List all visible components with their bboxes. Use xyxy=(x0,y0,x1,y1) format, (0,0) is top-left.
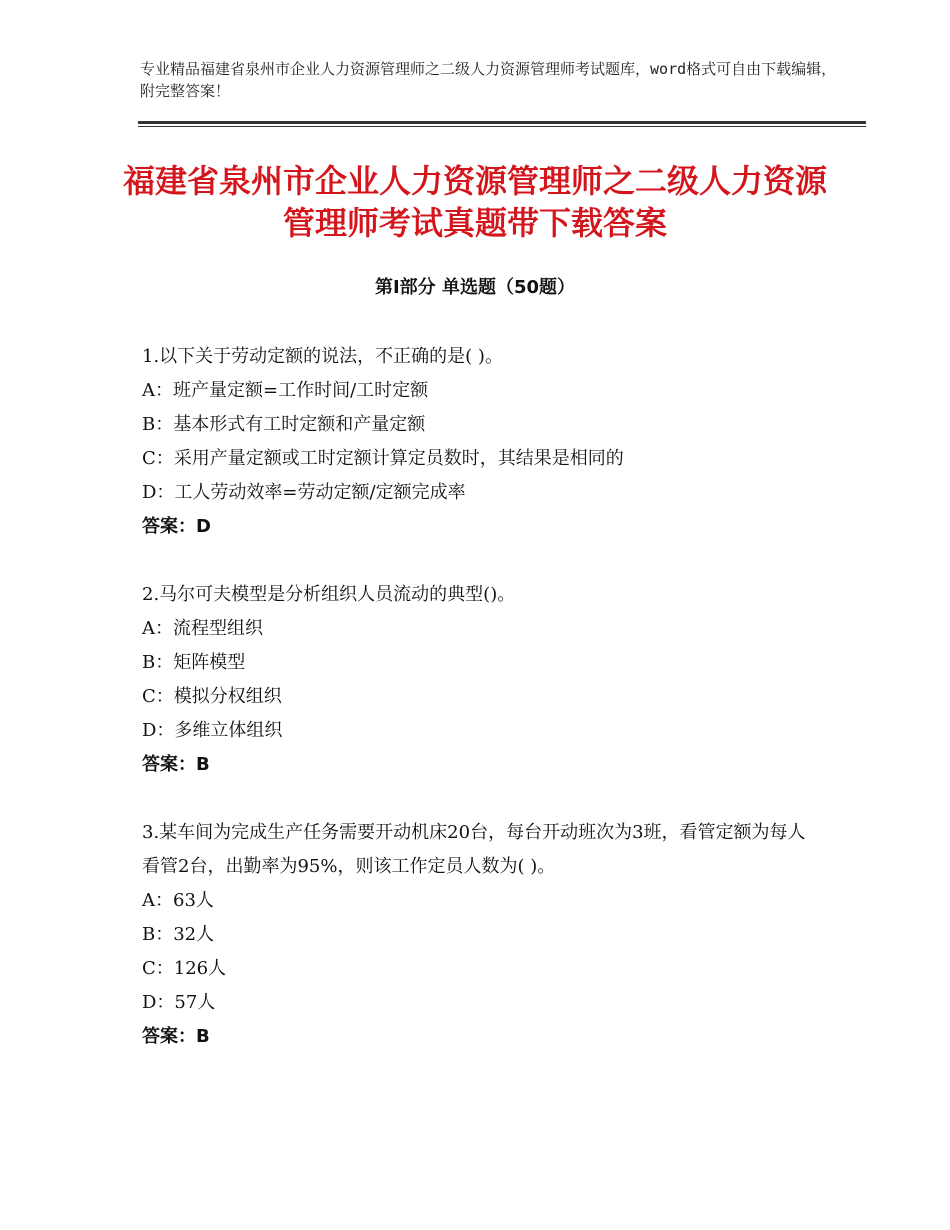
question-3 xyxy=(142,816,822,1054)
question-1 xyxy=(142,340,822,544)
question-list xyxy=(142,340,822,1088)
question-stem: 3.某车间为完成生产任务需要开动机床20台，每台开动班次为3班，看管定额为每人看管2台，出勤率为95%，则该工作定员人数为( )。 xyxy=(142,822,806,877)
header-rule-thin xyxy=(138,126,866,127)
option-c: C：采用产量定额或工时定额计算定员数时，其结果是相同的 xyxy=(142,448,624,469)
option-a: A：流程型组织 xyxy=(142,618,263,639)
option-b: B：32人 xyxy=(142,924,215,945)
option-a: A：班产量定额=工作时间/工时定额 xyxy=(142,380,429,401)
option-d: D：多维立体组织 xyxy=(142,720,283,741)
option-b: B：基本形式有工时定额和产量定额 xyxy=(142,414,426,435)
option-a: A：63人 xyxy=(142,890,214,911)
question-stem: 1.以下关于劳动定额的说法，不正确的是( )。 xyxy=(142,346,503,367)
document-title: 福建省泉州市企业人力资源管理师之二级人力资源管理师考试真题带下载答案 xyxy=(122,162,827,242)
option-c: C：模拟分权组织 xyxy=(142,686,282,707)
header-rule-thick xyxy=(138,121,866,124)
answer: 答案：D xyxy=(142,516,211,537)
answer: 答案：B xyxy=(142,1026,210,1047)
option-b: B：矩阵模型 xyxy=(142,652,246,673)
option-d: D：工人劳动效率=劳动定额/定额完成率 xyxy=(142,482,466,503)
option-d: D：57人 xyxy=(142,992,216,1013)
section-title: 第Ⅰ部分 单选题（50题） xyxy=(374,277,575,298)
option-c: C：126人 xyxy=(142,958,227,979)
question-2 xyxy=(142,578,822,782)
header-note: 专业精品福建省泉州市企业人力资源管理师之二级人力资源管理师考试题库，word格式可自由下载编辑，附完整答案！ xyxy=(140,60,837,100)
answer: 答案：B xyxy=(142,754,210,775)
question-stem: 2.马尔可夫模型是分析组织人员流动的典型()。 xyxy=(142,584,516,605)
